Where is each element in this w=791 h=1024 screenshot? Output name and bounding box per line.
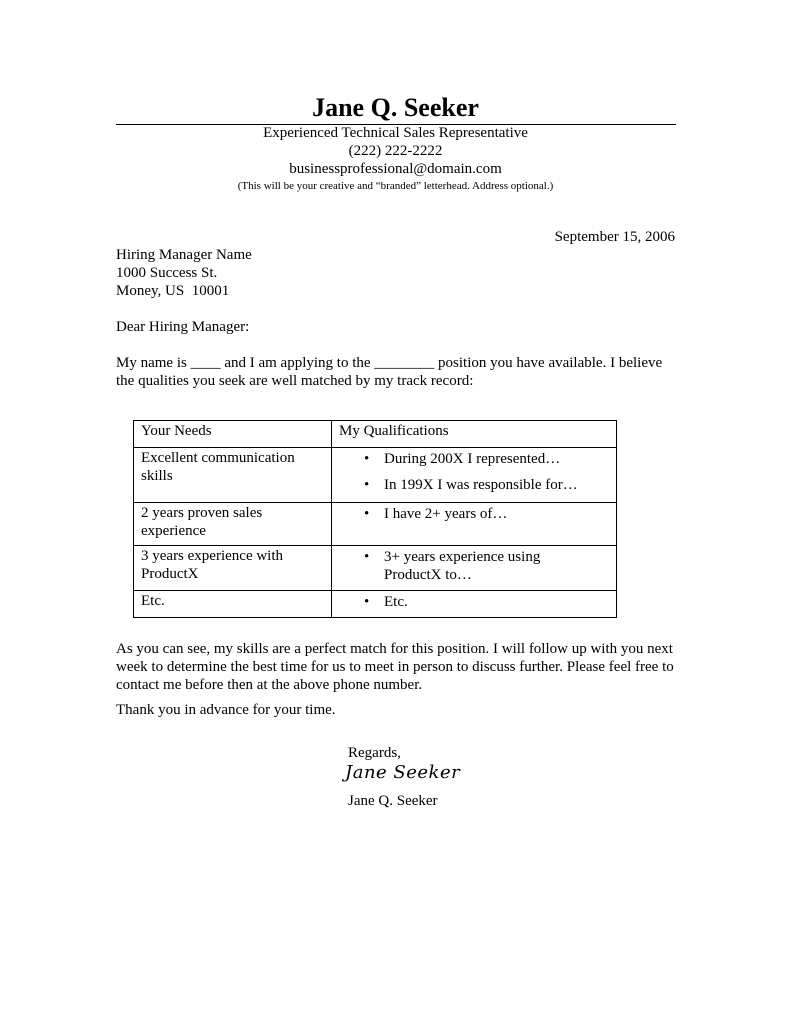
letterhead-phone: (222) 222-2222: [348, 143, 443, 159]
qualifications-cell: [332, 546, 617, 591]
need-cell: Excellent communication skills: [134, 448, 332, 503]
table-header-qualifications: My Qualifications: [332, 421, 617, 448]
need-cell: 3 years experience with ProductX: [134, 546, 332, 591]
bullet-icon: •: [364, 594, 370, 610]
qualifications-cell: [332, 503, 617, 546]
qualification-text: During 200X I represented…: [384, 451, 561, 467]
letterhead-name: Jane Q. Seeker: [312, 93, 479, 122]
qualification-item: [339, 476, 609, 494]
letterhead-title: Experienced Technical Sales Representative: [263, 125, 528, 141]
table-row: [134, 448, 617, 503]
recipient-name: Hiring Manager Name: [116, 247, 252, 263]
qualification-item: [339, 450, 609, 468]
letterhead-note: (This will be your creative and “branded” letterhead. Address optional.): [237, 180, 554, 192]
qualifications-cell: [332, 591, 617, 618]
bullet-icon: •: [364, 549, 370, 565]
qualification-text: 3+ years experience using ProductX to…: [384, 549, 541, 583]
intro-paragraph: My name is ____ and I am applying to the ________ position you have available. I believe the qualities you seek are well matched by my track record:: [116, 355, 663, 389]
handwritten-signature: Jane Seeker: [345, 762, 461, 783]
qualification-text: Etc.: [384, 594, 408, 610]
table-row: [134, 546, 617, 591]
bullet-icon: •: [364, 506, 370, 522]
letter-date: September 15, 2006: [554, 229, 675, 245]
table-row: [134, 591, 617, 618]
bullet-icon: •: [364, 477, 370, 493]
salutation: Dear Hiring Manager:: [116, 319, 250, 335]
qualification-item: [339, 548, 609, 584]
table-header-needs: Your Needs: [134, 421, 332, 448]
recipient-city: Money, US 10001: [116, 283, 230, 299]
signed-name: Jane Q. Seeker: [348, 793, 438, 809]
qualification-item: [339, 505, 609, 523]
qualifications-cell: [332, 448, 617, 503]
table-header-row: [134, 421, 617, 448]
table-row: [134, 503, 617, 546]
qualification-text: In 199X I was responsible for…: [384, 477, 578, 493]
qualifications-table: [133, 420, 617, 618]
bullet-icon: •: [364, 451, 370, 467]
thanks-line: Thank you in advance for your time.: [116, 702, 336, 718]
qualification-item: [339, 593, 609, 611]
recipient-street: 1000 Success St.: [116, 265, 218, 281]
need-cell: 2 years proven sales experience: [134, 503, 332, 546]
need-cell: Etc.: [134, 591, 332, 618]
letterhead-email: businessprofessional@domain.com: [289, 161, 502, 177]
closing: Regards,: [348, 745, 401, 761]
body-paragraph: As you can see, my skills are a perfect match for this position. I will follow up with you next week to determine the best time for us to meet in person to discuss further. Please feel free to contact me before then at the above phone number.: [116, 641, 674, 693]
qualification-text: I have 2+ years of…: [384, 506, 508, 522]
